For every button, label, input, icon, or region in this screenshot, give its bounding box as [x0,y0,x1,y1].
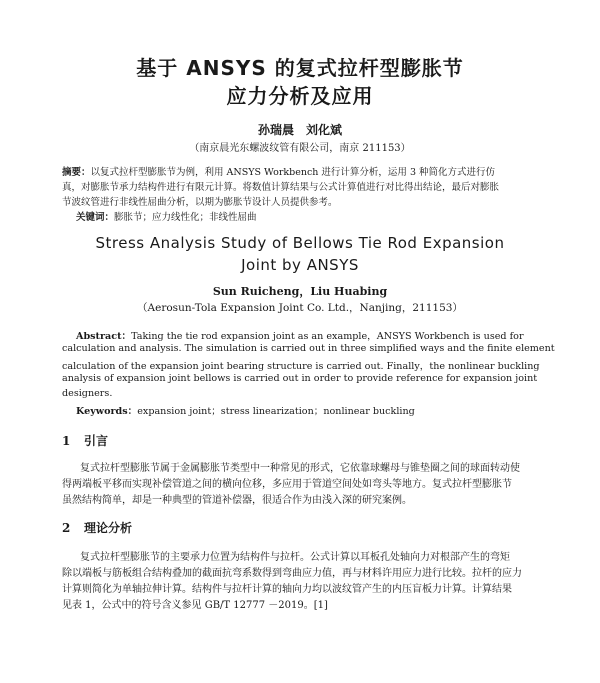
section1-heading [62,432,108,449]
english-abstract-label: Abstract： [76,331,132,342]
chinese-abstract-label: 摘要： [62,167,91,178]
english-keywords-label: Keywords： [76,406,138,417]
section2-line: 见表 1，公式中的符号含义参见 GB/T 12777 －2019。[1] [62,600,328,611]
english-abstract-line: designers. [62,388,113,399]
english-keywords [76,403,415,417]
chinese-authors: 孙瑞晨 刘化斌 [257,123,342,137]
section2-heading [62,519,132,536]
chinese-abstract-line [62,164,495,178]
section1-title: 引言 [84,434,109,448]
english-abstract-line: calculation of the expansion joint bearing structure is carried out. Finally，the nonlinear buckling [62,361,540,372]
english-title-line1: Stress Analysis Study of Bellows Tie Rod Expansion [95,234,505,252]
section1-line: 虽然结构简单，却是一种典型的管道补偿器，很适合作为由浅入深的研究案例。 [62,495,412,506]
english-affiliation: （Aerosun-Tola Expansion Joint Co. Ltd.，Nanjing，211153） [137,302,463,314]
chinese-abstract-line: 节波纹管进行非线性屈曲分析，以期为膨胀节设计人员提供参考。 [62,197,338,208]
english-abstract-text: Taking the tie rod expansion joint as an example，ANSYS Workbench is used for [131,331,524,342]
section2-line: 复式拉杆型膨胀节的主要承力位置为结构件与拉杆。公式计算以耳板孔处轴向力对根部产生的弯矩 [80,552,510,563]
section1-line: 得两端板平移而实现补偿管道之间的横向位移，多应用于管道空间处如弯头等地方。复式拉杆型膨胀节 [62,479,512,490]
section2-number: 2 [62,521,71,535]
english-title-line2: Joint by ANSYS [241,256,359,274]
chinese-keywords-label: 关键词： [76,212,115,223]
section2-line: 除以端板与筋板组合结构叠加的截面抗弯系数得到弯曲应力值，再与材料许用应力进行比较。拉杆的应力 [62,568,522,579]
chinese-title-line2: 应力分析及应用 [226,84,374,108]
english-keywords-text: expansion joint；stress linearization；nonlinear buckling [137,406,415,417]
chinese-abstract-line: 真，对膨胀节承力结构件进行有限元计算。将数值计算结果与公式计算值进行对比得出结论，最后对膨胀 [62,182,500,193]
chinese-affiliation: （南京晨光东螺波纹管有限公司，南京 211153） [189,143,411,154]
chinese-keywords-text: 膨胀节；应力线性化；非线性屈曲 [114,212,257,223]
english-abstract-line: analysis of expansion joint bellows is carried out in order to provide reference for expansion joint [62,373,538,384]
chinese-abstract-text: 以复式拉杆型膨胀节为例，利用 ANSYS Workbench 进行计算分析，运用 3 种简化方式进行仿 [90,167,496,178]
chinese-title-line1: 基于 ANSYS 的复式拉杆型膨胀节 [136,56,464,80]
english-authors: Sun Ruicheng，Liu Huabing [212,285,388,298]
section1-number: 1 [62,434,71,448]
chinese-keywords [76,209,257,223]
section1-line: 复式拉杆型膨胀节属于金属膨胀节类型中一种常见的形式，它依靠球螺母与锥垫圈之间的球面转动使 [80,463,520,474]
section2-line: 计算则简化为单轴拉伸计算。结构件与拉杆计算的轴向力均以波纹管产生的内压盲板力计算。计算结果 [62,584,512,595]
section2-title: 理论分析 [84,521,133,535]
english-abstract-line: calculation and analysis. The simulation is carried out in three simplified ways and the finite element [62,343,555,354]
english-abstract-line [76,328,524,342]
